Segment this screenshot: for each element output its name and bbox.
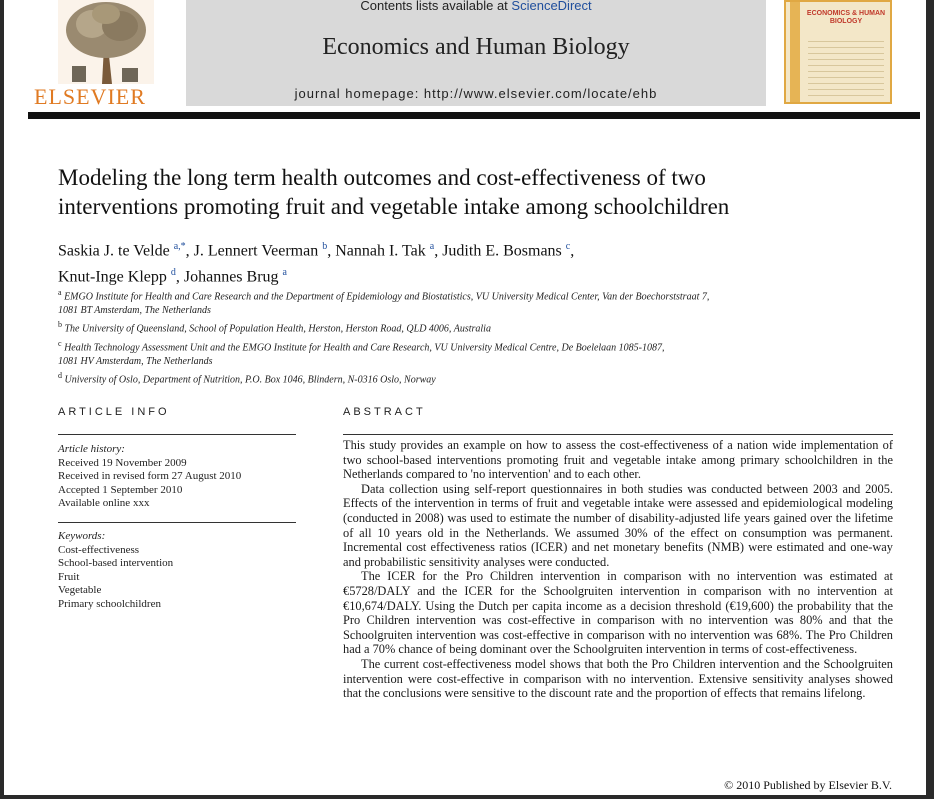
contents-line <box>186 0 766 13</box>
affiliation-item <box>58 318 918 336</box>
history-item: Accepted 1 September 2010 <box>58 483 183 496</box>
abstract-paragraph: Data collection using self-report questionnaires in both studies was conducted between 2003 and 2005. Effects of the intervention in terms of fruit and vegetable intake were assessed and epidemiological modeling (conducted in 2008) was used to estimate the number of disability-adjusted life years gained over the lifetime of all 10 years old in the Netherlands. We assumed 30% of the effect on consumption was permanent. Incremental cost effectiveness ratios (ICER) and net monetary benefits (NMB) were estimated and one-way and probabilistic sensitivity analyses were conducted. <box>343 481 893 569</box>
author-affil-mark[interactable]: b <box>322 241 328 252</box>
screen-border-right <box>926 0 934 799</box>
author-list <box>58 236 918 289</box>
affiliation-text: 1081 HV Amsterdam, The Netherlands <box>58 355 213 367</box>
keywords-rule <box>58 522 296 523</box>
contents-text: Contents lists available at <box>360 0 508 13</box>
keyword-item[interactable]: Primary schoolchildren <box>58 597 161 610</box>
abstract-rule <box>343 434 893 435</box>
affiliation-mark: d <box>58 370 62 380</box>
cover-title: ECONOMICS & HUMAN BIOLOGY <box>806 10 886 25</box>
title-line: interventions promoting fruit and vegetable intake among schoolchildren <box>58 194 730 219</box>
journal-header <box>186 0 766 106</box>
author-separator: , <box>434 242 443 260</box>
title-line: Modeling the long term health outcomes and cost-effectiveness of two <box>58 165 706 190</box>
author-affil-mark[interactable]: a <box>282 267 287 279</box>
elsevier-tree-icon <box>58 0 154 84</box>
keyword-item[interactable]: Vegetable <box>58 584 102 596</box>
author-line <box>58 236 918 262</box>
article-history <box>58 443 298 511</box>
elsevier-wordmark: ELSEVIER <box>34 84 146 109</box>
author-separator: , <box>327 242 336 260</box>
author-separator: , <box>185 242 194 260</box>
affiliation-item <box>58 355 918 369</box>
article-info-rule <box>58 434 296 435</box>
article-info-heading: ARTICLE INFO <box>58 406 170 418</box>
author-name[interactable]: Judith E. Bosmans <box>442 242 562 260</box>
keyword-item[interactable]: Cost-effectiveness <box>58 543 140 556</box>
affiliation-item <box>58 286 918 304</box>
article-title <box>58 163 918 221</box>
journal-homepage-link[interactable]: journal homepage: http://www.elsevier.com/locate/ehb <box>294 86 658 101</box>
copyright-notice: © 2010 Published by Elsevier B.V. <box>724 778 892 792</box>
screen-border-left <box>0 0 4 799</box>
author-affil-mark[interactable]: d <box>170 267 176 279</box>
author-separator: , <box>570 242 575 260</box>
journal-cover-thumbnail[interactable] <box>784 0 892 104</box>
affiliation-item <box>58 304 918 318</box>
author-name[interactable]: J. Lennert Veerman <box>193 242 319 260</box>
keywords-list <box>58 530 298 611</box>
author-name[interactable]: Nannah I. Tak <box>335 242 426 260</box>
elsevier-logo[interactable] <box>28 0 176 108</box>
affiliation-text: Health Technology Assessment Unit and the EMGO Institute for Health and Care Research, VU University Medical Centre, De Boelelaan 1085-1087, <box>64 341 665 353</box>
abstract-paragraph: This study provides an example on how to assess the cost-effectiveness of a nation wide implementation of two school-based interventions promoting fruit and vegetable intake among primary schoolchildren in the Netherlands compared to 'no intervention' and to each other. <box>343 438 893 482</box>
affiliation-item <box>58 337 918 355</box>
header-divider <box>28 112 920 119</box>
screen-border-bottom <box>0 795 934 799</box>
affiliation-list <box>58 286 918 387</box>
affiliation-text: 1081 BT Amsterdam, The Netherlands <box>58 305 211 317</box>
keywords-label: Keywords: <box>58 530 106 542</box>
author-name[interactable]: Knut-Inge Klepp <box>58 268 167 286</box>
affiliation-text: EMGO Institute for Health and Care Research and the Department of Epidemiology and Biostatistics, VU University Medical Center, Van der Boechorststraat 7, <box>64 291 710 303</box>
affiliation-mark: a <box>58 288 62 297</box>
history-item: Received in revised form 27 August 2010 <box>58 470 242 482</box>
author-name[interactable]: Saskia J. te Velde <box>58 242 170 260</box>
affiliation-text: The University of Queensland, School of Population Health, Herston, Herston Road, QLD 4006, Australia <box>64 323 491 335</box>
affiliation-item <box>58 369 918 387</box>
author-affil-mark[interactable]: c <box>565 241 571 252</box>
abstract-heading: ABSTRACT <box>343 406 426 418</box>
journal-name: Economics and Human Biology <box>322 34 630 60</box>
author-line <box>58 262 918 288</box>
history-item: Available online xxx <box>58 497 150 509</box>
author-affil-mark[interactable]: a <box>429 241 435 252</box>
history-item: Received 19 November 2009 <box>58 456 187 469</box>
author-separator: , <box>175 268 184 286</box>
affiliation-mark: c <box>58 338 62 348</box>
keyword-item[interactable]: Fruit <box>58 570 80 583</box>
keyword-item[interactable]: School-based intervention <box>58 557 174 569</box>
abstract-paragraph: The ICER for the Pro Children intervention in comparison with no intervention was estimated at €5728/DALY and the ICER for the Schoolgruiten intervention in comparison with no intervention at €10,674/DALY. Using the Dutch per capita income as a decision threshold (€19,600) the probability that the Pro Children intervention was cost-effective in comparison with no intervention was 80% and that the Schoolgruiten intervention was cost-effective in comparison with no intervention was 68%. The Pro Children had a 70% chance of being dominant over the Schoolgruiten intervention in terms of cost-effectiveness. <box>343 569 893 657</box>
author-affil-mark[interactable]: a,* <box>173 241 186 252</box>
abstract-body <box>343 438 893 701</box>
affiliation-mark: b <box>58 320 62 330</box>
abstract-paragraph: The current cost-effectiveness model shows that both the Pro Children intervention and the Schoolgruiten intervention were cost-effective in comparison with no intervention. Extensive sensitivity analyses showed that the conclusions were sensitive to the discount rate and the proportion of effects that remains lifelong. <box>343 656 893 701</box>
history-label: Article history: <box>58 443 125 455</box>
cover-stripe <box>790 2 800 102</box>
affiliation-text: University of Oslo, Department of Nutrition, P.O. Box 1046, Blindern, N-0316 Oslo, Norway <box>64 374 436 386</box>
cover-text-lines <box>808 36 884 96</box>
sciencedirect-link[interactable]: ScienceDirect <box>511 0 592 13</box>
author-name[interactable]: Johannes Brug <box>183 268 279 286</box>
